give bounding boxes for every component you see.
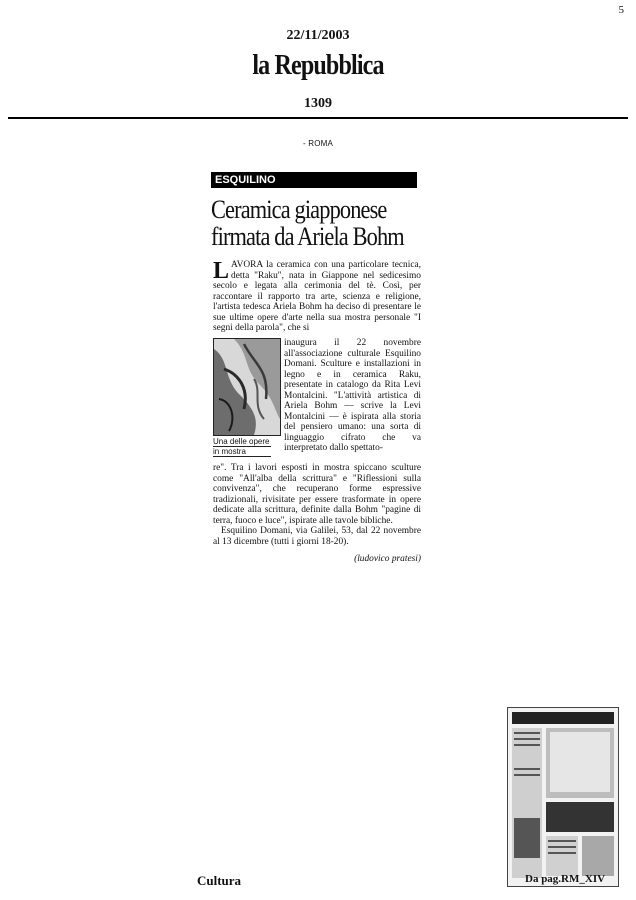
article-body-column <box>284 338 421 454</box>
article-byline: (ludovico pratesi) <box>354 554 421 564</box>
paragraph: AVORA la ceramica con una particolare tecnica, detta "Raku", nata in Giappone nel sedicesimo secolo e legata alla cerimonia del tè. Così, per raccontare il rapporto tra arte, scienza e religione, l'artista tedesca Ariela Bohm ha deciso di presentare le sue ultime opere d'arte nella sua mostra personale "I segni della parola", che si <box>213 260 421 333</box>
header-rule <box>8 117 628 119</box>
paragraph: Esquilino Domani, via Galilei, 53, dal 22 novembre al 13 dicembre (tutti i giorni 18-20). <box>213 526 421 547</box>
page-number: 5 <box>618 4 624 16</box>
article-kicker: ESQUILINO <box>211 172 417 188</box>
paragraph: inaugura il 22 novembre all'associazione culturale Esquilino Domani. Sculture e installazioni in legno e in ceramica Raku, presentate in catalogo da Rita Levi Montalcini. "L'attività artistica di Ariela Bohm — scrive la Levi Montalcini — è ispirata alla storia del pensiero umano: una sorta di linguaggio cifrato che va interpretato dallo spettato- <box>284 338 421 453</box>
footer-page-reference: Da pag.RM_XIV <box>525 873 606 885</box>
paragraph: re". Tra i lavori esposti in mostra spiccano sculture come "All'alba della scrittura" e "Riflessioni sulla convivenza", che recuperano forme espressive tradizionali, rivisitate per essere trasformate in opere dedicate alla scrittura, definite dalla Bohm "pagine di terra, fuoco e luce", ispirate alle tavole bibliche. <box>213 463 421 526</box>
caption-line: in mostra <box>213 447 271 457</box>
headline-line: Ceramica giapponese <box>211 195 387 224</box>
artwork-photo <box>213 338 281 436</box>
newspaper-title: la Repubblica <box>252 50 384 81</box>
footer-section-name: Cultura <box>197 873 242 888</box>
article-body-intro <box>213 260 421 334</box>
article-headline <box>211 196 409 250</box>
caption-line: Una delle opere <box>213 437 270 446</box>
headline-line: firmata da Ariela Bohm <box>211 222 404 251</box>
drop-cap: L <box>213 258 230 284</box>
publication-date: 22/11/2003 <box>286 28 350 43</box>
photo-caption <box>213 437 283 457</box>
page-thumbnail <box>507 707 619 887</box>
section-label: - ROMA <box>302 139 334 148</box>
article-body-continued <box>213 463 421 547</box>
issue-number: 1309 <box>304 96 332 111</box>
